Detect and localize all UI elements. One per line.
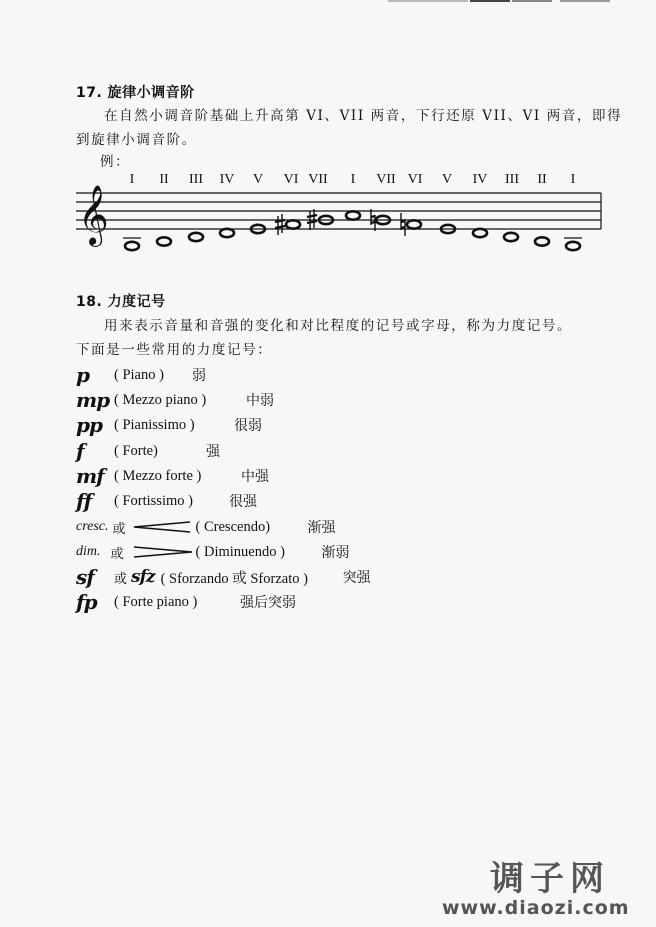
dynamic-meaning: 强	[206, 444, 220, 460]
example-label: 例：	[100, 154, 131, 170]
scan-artifact	[560, 0, 610, 2]
dynamic-meaning: 渐弱	[321, 545, 350, 561]
dynamic-symbol: fp	[76, 590, 97, 614]
dynamic-term: ( Sforzando 或 Sforzato )	[160, 570, 308, 587]
dynamic-meaning: 很强	[229, 494, 257, 510]
dynamic-term: ( Mezzo piano )	[114, 391, 207, 408]
scan-artifact	[512, 0, 552, 2]
dynamic-item-fortissimo	[76, 490, 257, 512]
dynamic-symbol: sf	[76, 565, 94, 589]
melodic-minor-scale-staff	[70, 165, 610, 265]
degree-label: I	[129, 172, 135, 187]
degree-label: III	[505, 172, 519, 187]
dynamic-term: ( Mezzo forte )	[114, 467, 202, 484]
degree-label: VII	[308, 172, 328, 187]
dynamic-meaning: 很弱	[234, 418, 262, 434]
dynamic-symbol: p	[76, 363, 89, 387]
dynamic-term: ( Fortissimo )	[114, 492, 193, 509]
degree-label: VI	[407, 172, 423, 187]
dynamic-item-diminuendo	[76, 541, 350, 563]
or-label: 或	[112, 521, 126, 537]
degree-label: V	[441, 172, 453, 187]
dynamic-item-pianissimo	[76, 414, 262, 436]
watermark-site-name: 调子网	[490, 859, 610, 899]
dynamic-term: ( Diminuendo )	[195, 543, 285, 560]
or-label: 或	[114, 571, 128, 587]
section-18-paragraph-line2: 下面是一些常用的力度记号：	[76, 342, 273, 358]
dynamic-item-crescendo	[76, 516, 336, 538]
dynamic-symbol: pp	[76, 413, 102, 437]
degree-label: III	[189, 172, 203, 187]
dynamic-item-mezzo-forte	[76, 465, 269, 487]
treble-clef-icon: 𝄞	[78, 185, 109, 245]
dynamic-symbol: f	[76, 439, 84, 463]
dynamic-meaning: 渐强	[307, 520, 336, 536]
diminuendo-hairpin-icon	[132, 545, 194, 559]
section-17-paragraph-line2: 到旋律小调音阶。	[76, 132, 197, 148]
scan-artifact	[470, 0, 510, 2]
dynamic-item-sforzando	[76, 566, 371, 588]
dynamic-item-mezzo-piano	[76, 389, 274, 411]
degree-label: II	[159, 172, 169, 187]
degree-label: VI	[283, 172, 299, 187]
section-18-paragraph-line1: 用来表示音量和音强的变化和对比程度的记号或字母，称为力度记号。	[104, 318, 573, 334]
degree-label: II	[537, 172, 547, 187]
degree-label: I	[570, 172, 576, 187]
natural-icon	[401, 213, 405, 236]
dynamic-meaning: 突强	[342, 570, 371, 586]
dynamic-term: ( Piano )	[114, 366, 164, 383]
dynamic-meaning: 弱	[192, 368, 206, 384]
degree-label: IV	[219, 172, 235, 187]
section-18-heading: 18. 力度记号	[76, 294, 166, 310]
dynamic-meaning: 中弱	[246, 393, 274, 409]
dynamic-term: ( Pianissimo )	[114, 416, 195, 433]
dynamic-item-forte	[76, 440, 220, 462]
dynamic-term: ( Forte piano )	[114, 593, 198, 610]
degree-label: VII	[376, 172, 396, 187]
crescendo-hairpin-icon	[132, 520, 192, 534]
dynamic-symbol: mf	[76, 464, 104, 488]
section-17-heading: 17. 旋律小调音阶	[76, 85, 195, 101]
dynamic-abbreviation: cresc.	[76, 519, 109, 534]
dynamic-meaning: 强后突弱	[240, 595, 296, 611]
degree-label: IV	[472, 172, 488, 187]
scan-artifact	[388, 0, 468, 2]
or-label: 或	[110, 546, 124, 562]
sharp-icon	[275, 214, 285, 235]
dynamic-meaning: 中强	[241, 469, 269, 485]
dynamic-symbol-alt: sfz	[131, 567, 155, 587]
staff-notation	[70, 165, 610, 265]
watermark-url: www.diaozi.com	[442, 897, 630, 919]
dynamic-symbol: ff	[76, 489, 92, 513]
dynamic-abbreviation: dim.	[76, 544, 101, 559]
dynamic-term: ( Forte)	[114, 442, 158, 459]
dynamic-item-forte-piano	[76, 591, 296, 613]
dynamic-symbol: mp	[76, 388, 110, 412]
degree-label: I	[350, 172, 356, 187]
dynamic-item-piano	[76, 364, 206, 386]
dynamic-term: ( Crescendo)	[195, 518, 271, 535]
section-17-paragraph-line1: 在自然小调音阶基础上升高第 VI、VII 两音，下行还原 VII、VI 两音，即得	[104, 108, 623, 124]
degree-label: V	[252, 172, 264, 187]
